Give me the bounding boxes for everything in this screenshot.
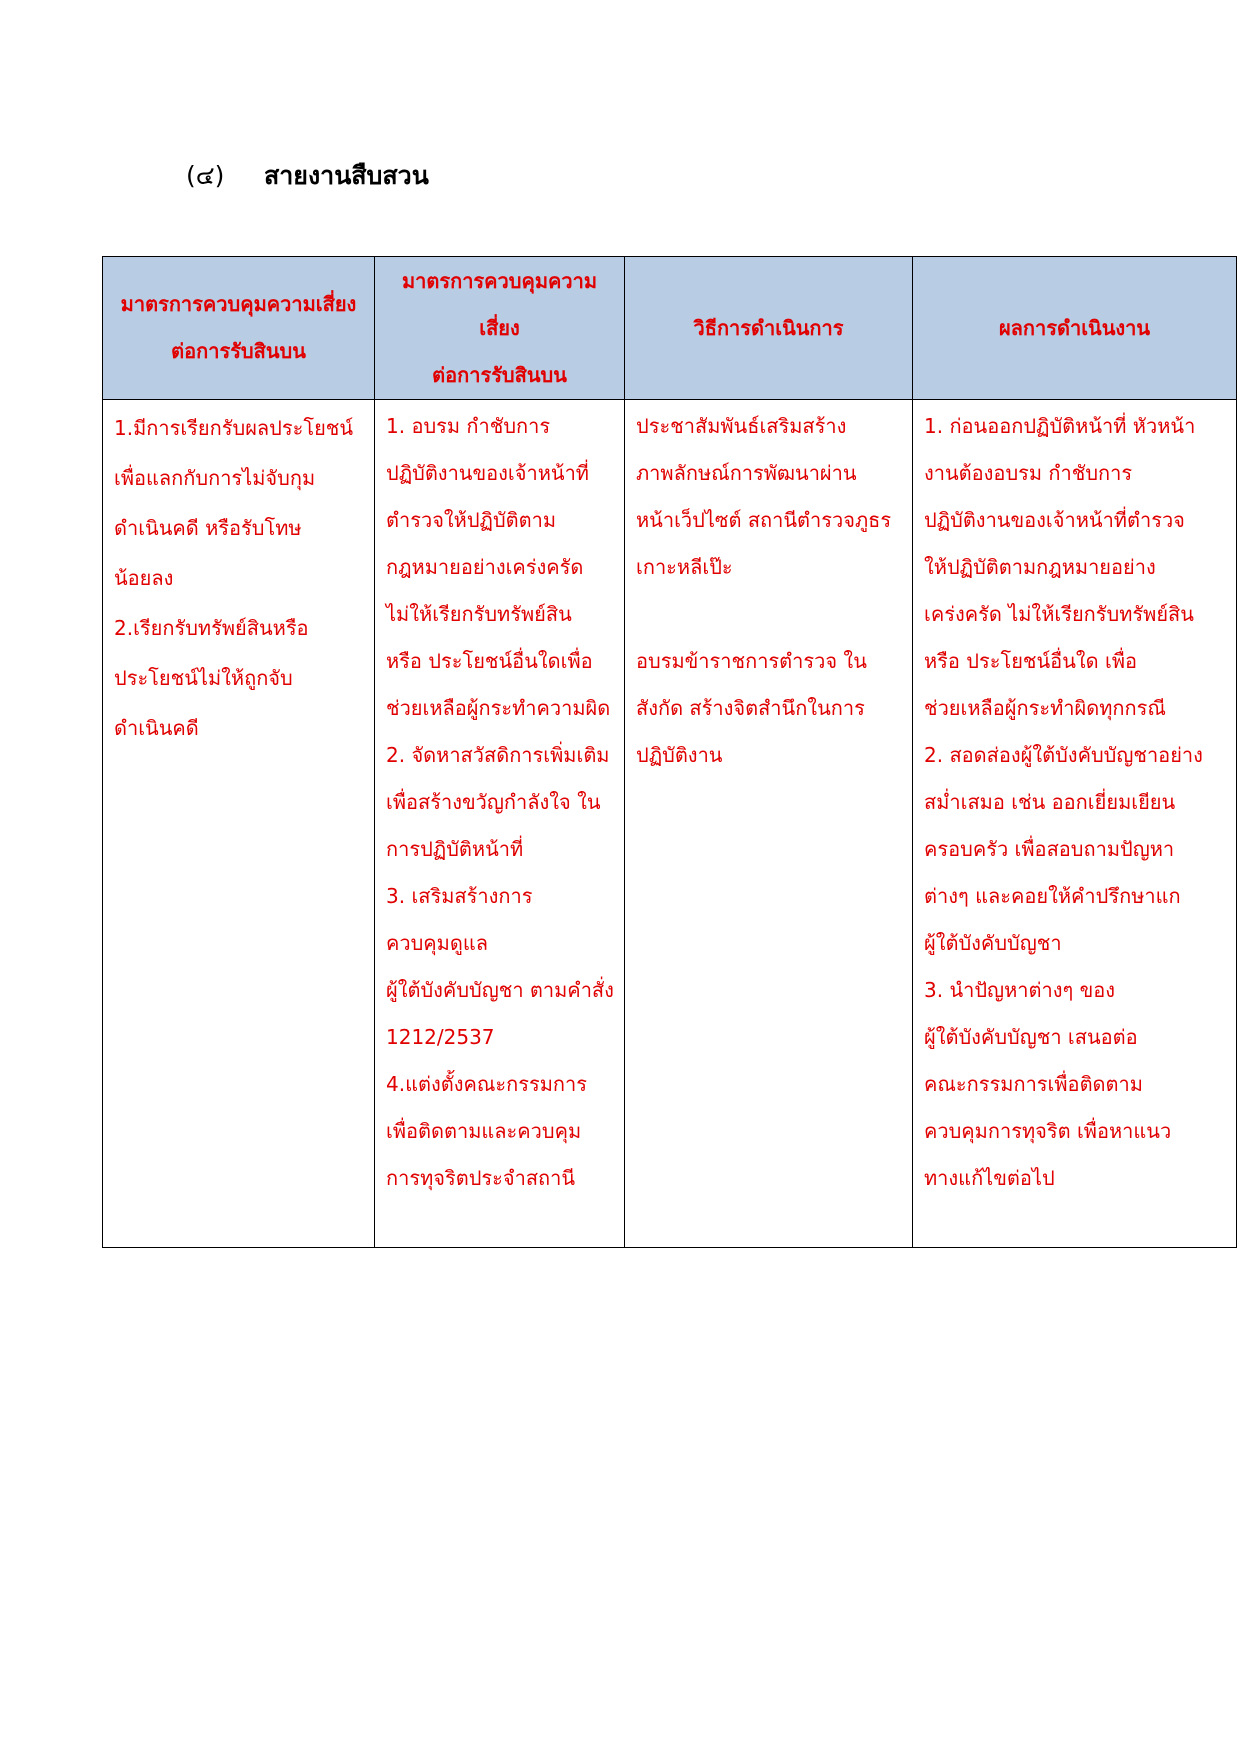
text-line: 3. เสริมสร้างการ: [386, 884, 533, 908]
text-line: เกาะหลีเป๊ะ: [636, 555, 733, 579]
text-line: ครอบครัว เพื่อสอบถามปัญหา: [924, 837, 1175, 861]
section-number: (๔): [186, 161, 225, 190]
cell-result: [913, 400, 1237, 1248]
text-line: ปฏิบัติงานของเจ้าหน้าที่ตำรวจ: [924, 508, 1185, 532]
text-line: 4.แต่งตั้งคณะกรรมการ: [386, 1072, 588, 1096]
text-line: ผู้ใต้บังคับบัญชา: [924, 931, 1062, 955]
text-line: ปฏิบัติงานของเจ้าหน้าที่: [386, 461, 589, 485]
method-text: [625, 400, 912, 779]
text-line: ควบคุมการทุจริต เพื่อหาแนว: [924, 1119, 1172, 1143]
text-line: 1. อบรม กำชับการ: [386, 414, 551, 438]
table-row: [103, 400, 1237, 1248]
text-line: สังกัด สร้างจิตสำนึกในการ: [636, 696, 865, 720]
risk-text: [103, 400, 374, 753]
text-line: หรือ ประโยชน์อื่นใด เพื่อ: [924, 649, 1138, 673]
text-line: ไม่ให้เรียกรับทรัพย์สิน: [386, 602, 572, 626]
text-line: ผู้ใต้บังคับบัญชา ตามคำสั่ง: [386, 978, 614, 1002]
text-line: หรือ ประโยชน์อื่นใดเพื่อ: [386, 649, 593, 673]
text-line: ช่วยเหลือผู้กระทำผิดทุกกรณี: [924, 696, 1166, 720]
header-risk-control: มาตรการควบคุมความ เสี่ยง ต่อการรับสินบน: [375, 257, 625, 400]
text-line: 1212/2537: [386, 1025, 495, 1049]
text-line: ปฏิบัติงาน: [636, 743, 723, 767]
text-line: การทุจริตประจำสถานี: [386, 1166, 576, 1190]
section-heading: [186, 158, 429, 194]
control-text: [375, 400, 624, 1202]
text-line: กฎหมายอย่างเคร่งครัด: [386, 555, 584, 579]
text-line: ควบคุมดูแล: [386, 931, 489, 955]
cell-risk: [103, 400, 375, 1248]
text-line: อบรมข้าราชการตำรวจ ใน: [636, 649, 867, 673]
cell-control: [375, 400, 625, 1248]
header-method: วิธีการดำเนินการ: [625, 257, 913, 400]
text-line: ทางแก้ไขต่อไป: [924, 1166, 1055, 1190]
text-line: ดำเนินคดี: [114, 716, 199, 740]
text-line: คณะกรรมการเพื่อติดตาม: [924, 1072, 1143, 1096]
section-title: สายงานสืบสวน: [264, 161, 429, 190]
text-line: ต่างๆ และคอยให้คำปรึกษาแก: [924, 884, 1181, 908]
text-line: 2.เรียกรับทรัพย์สินหรือ: [114, 616, 309, 640]
text-line: สม่ำเสมอ เช่น ออกเยี่ยมเยียน: [924, 790, 1176, 814]
text-line: เพื่อแลกกับการไม่จับกุม: [114, 466, 316, 490]
text-line: เพื่อติดตามและควบคุม: [386, 1119, 582, 1143]
cell-method: [625, 400, 913, 1248]
text-line: ช่วยเหลือผู้กระทำความผิด: [386, 696, 611, 720]
table-header-row: [103, 257, 1237, 400]
text-line: 1. ก่อนออกปฏิบัติหน้าที่ หัวหน้า: [924, 414, 1196, 438]
text-line: ผู้ใต้บังคับบัญชา เสนอต่อ: [924, 1025, 1138, 1049]
text-line: การปฏิบัติหน้าที่: [386, 837, 524, 861]
text-line: งานต้องอบรม กำชับการ: [924, 461, 1133, 485]
text-line: ประชาสัมพันธ์เสริมสร้าง: [636, 414, 847, 438]
text-line: ให้ปฏิบัติตามกฎหมายอย่าง: [924, 555, 1156, 579]
text-line: 3. นำปัญหาต่างๆ ของ: [924, 978, 1116, 1002]
text-line: ตำรวจให้ปฏิบัติตาม: [386, 508, 557, 532]
text-line: ดำเนินคดี หรือรับโทษ: [114, 516, 302, 540]
text-line: ภาพลักษณ์การพัฒนาผ่าน: [636, 461, 857, 485]
text-line: ประโยชน์ไม่ให้ถูกจับ: [114, 666, 293, 690]
text-line: หน้าเว็ปไซต์ สถานีตำรวจภูธร: [636, 508, 892, 532]
text-line: เคร่งครัด ไม่ให้เรียกรับทรัพย์สิน: [924, 602, 1194, 626]
result-text: [913, 400, 1236, 1202]
header-result: ผลการดำเนินงาน: [913, 257, 1237, 400]
header-risk-measure: มาตรการควบคุมความเสี่ยง ต่อการรับสินบน: [103, 257, 375, 400]
paragraph-gap: [636, 591, 906, 638]
risk-control-table: [102, 256, 1237, 1248]
text-line: 1.มีการเรียกรับผลประโยชน์: [114, 416, 354, 440]
text-line: 2. สอดส่องผู้ใต้บังคับบัญชาอย่าง: [924, 743, 1203, 767]
text-line: เพื่อสร้างขวัญกำลังใจ ใน: [386, 790, 601, 814]
text-line: น้อยลง: [114, 566, 174, 590]
text-line: 2. จัดหาสวัสดิการเพิ่มเติม: [386, 743, 610, 767]
